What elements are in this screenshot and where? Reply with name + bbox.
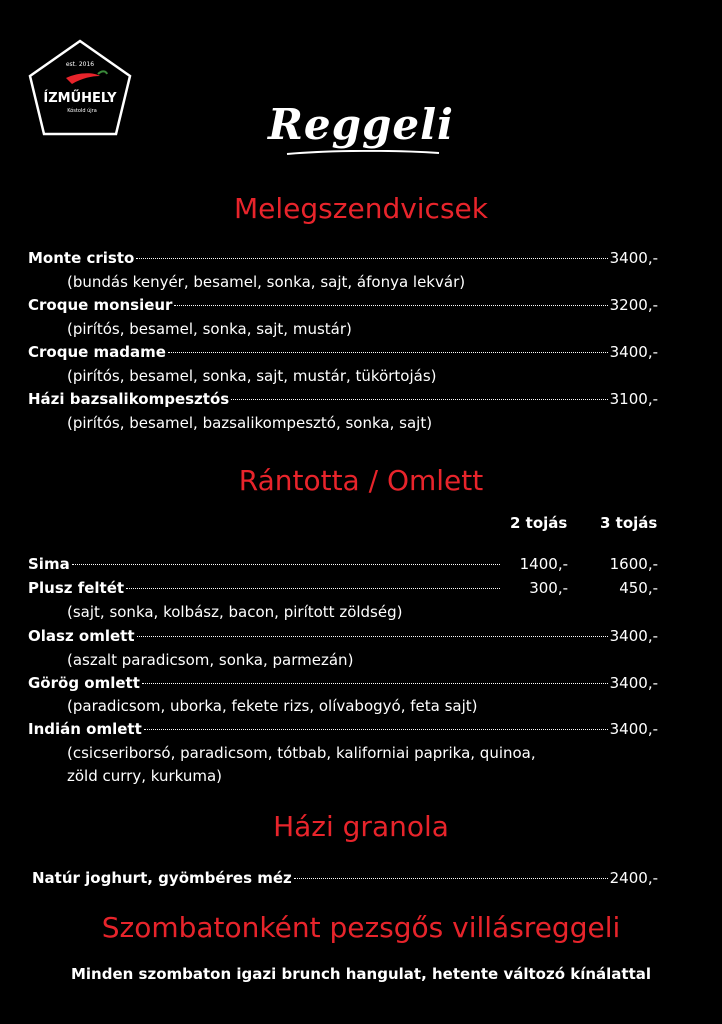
section-title-rantotta: Rántotta / Omlett (238, 464, 484, 497)
item-price: 3200,- (609, 296, 658, 314)
item-name: Görög omlett (28, 674, 140, 692)
item-name: Plusz feltét (28, 579, 125, 597)
dot-leader (294, 878, 608, 879)
column-header-3-tojas: 3 tojás (600, 514, 658, 532)
menu-item-natur-joghurt (32, 867, 658, 889)
logo-tagline: Kóstold újra (67, 108, 97, 114)
item-name: Monte cristo (28, 249, 135, 267)
logo-name: ÍZMŰHELY (43, 91, 117, 106)
brunch-description: Minden szombaton igazi brunch hangulat, hetente változó kínálattal (70, 965, 652, 983)
menu-item-croque-madame (28, 341, 658, 363)
item-price: 3400,- (609, 249, 658, 267)
item-name: Indián omlett (28, 720, 142, 738)
item-description: (sajt, sonka, kolbász, bacon, pirított zöldség) (67, 603, 403, 621)
item-description: (pirítós, besamel, sonka, sajt, mustár, tükörtojás) (67, 367, 437, 385)
dot-leader (168, 352, 608, 353)
item-price: 3400,- (609, 720, 658, 738)
section-title-brunch: Szombatonként pezsgős villásreggeli (101, 911, 621, 944)
menu-item-olasz-omlett (28, 625, 658, 647)
dot-leader (142, 683, 608, 684)
dot-leader (137, 636, 608, 637)
item-price: 3400,- (609, 627, 658, 645)
title-underline (283, 150, 443, 156)
dot-leader (72, 564, 500, 565)
item-description-continued: zöld curry, kurkuma) (67, 767, 223, 785)
menu-item-plusz-feltet (28, 577, 658, 599)
item-name: Croque monsieur (28, 296, 173, 314)
dot-leader (231, 399, 607, 400)
item-price-2-tojas: 300,- (529, 579, 568, 597)
item-price-2-tojas: 1400,- (519, 555, 568, 573)
item-price: 3400,- (609, 343, 658, 361)
item-description: (pirítós, besamel, sonka, sajt, mustár) (67, 320, 352, 338)
menu-item-hazi-bazsalikompesztos (28, 388, 658, 410)
dot-leader (126, 588, 500, 589)
item-name: Natúr joghurt, gyömbéres méz (32, 869, 292, 887)
menu-item-croque-monsieur (28, 294, 658, 316)
section-title-melegszendvicsek: Melegszendvicsek (234, 192, 488, 225)
item-price-3-tojas: 450,- (619, 579, 658, 597)
item-price: 3100,- (609, 390, 658, 408)
item-price: 3400,- (609, 674, 658, 692)
dot-leader (144, 729, 608, 730)
item-description: (paradicsom, uborka, fekete rizs, olívabogyó, feta sajt) (67, 697, 478, 715)
item-name: Házi bazsalikompesztós (28, 390, 230, 408)
item-price: 2400,- (609, 869, 658, 887)
item-description: (bundás kenyér, besamel, sonka, sajt, áfonya lekvár) (67, 273, 466, 291)
item-name: Olasz omlett (28, 627, 135, 645)
column-header-2-tojas: 2 tojás (510, 514, 568, 532)
menu-item-gorog-omlett (28, 672, 658, 694)
item-name: Sima (28, 555, 70, 573)
menu-item-monte-cristo (28, 247, 658, 269)
page-title: Reggeli (268, 100, 454, 149)
dot-leader (136, 258, 607, 259)
section-title-granola: Házi granola (273, 810, 449, 843)
item-description: (csicseriborsó, paradicsom, tótbab, kaliforniai paprika, quinoa, (67, 744, 536, 762)
menu-item-indian-omlett (28, 718, 658, 740)
item-description: (aszalt paradicsom, sonka, parmezán) (67, 651, 354, 669)
menu-item-sima (28, 553, 658, 575)
item-price-3-tojas: 1600,- (609, 555, 658, 573)
logo-est-text: est. 2016 (65, 61, 95, 68)
item-name: Croque madame (28, 343, 166, 361)
chili-icon (66, 73, 100, 84)
item-description: (pirítós, besamel, bazsalikompesztó, sonka, sajt) (67, 414, 433, 432)
dot-leader (174, 305, 607, 306)
